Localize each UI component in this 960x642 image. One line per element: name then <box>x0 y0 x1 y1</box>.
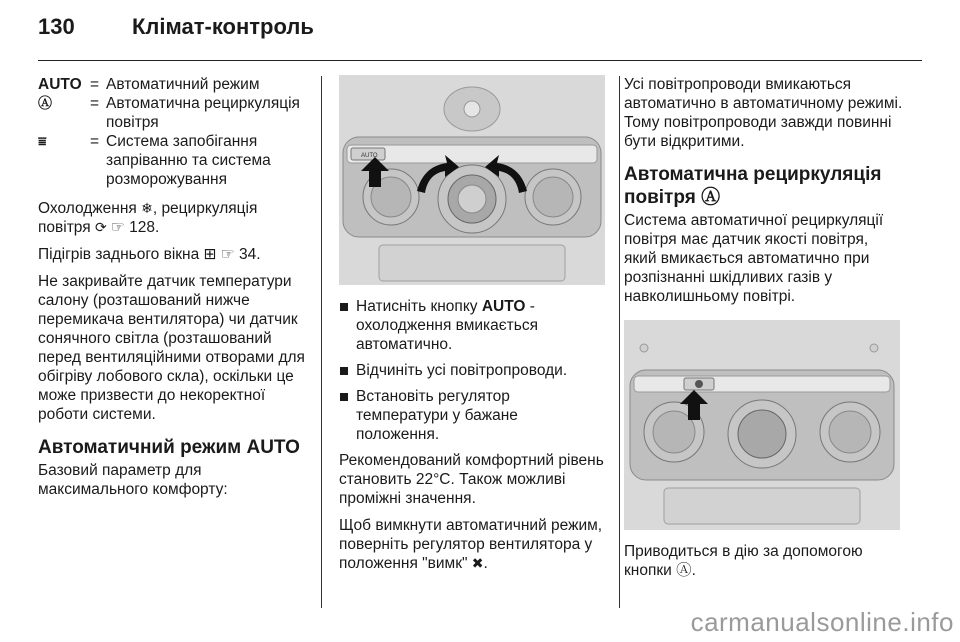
def-desc-defrost: Система запобігання запріванню та система розморожування <box>106 133 271 188</box>
climate-panel-figure-auto <box>339 75 605 285</box>
paragraph-recirc-system: Система автоматичної рециркуляції повітря має датчик якості повітря, який вмикається автоматично при розпізнанні шкідливих газів у навколишньому повітрі. <box>624 212 884 305</box>
recirculation-auto-icon: Ⓐ <box>38 95 52 111</box>
steps-list <box>339 297 605 444</box>
column-3 <box>624 75 904 588</box>
page-title: Клімат-контроль <box>132 14 314 39</box>
symbol-definitions <box>38 75 308 189</box>
auto-button-label: AUTO <box>361 153 378 159</box>
def-desc-recirc: Автоматична рециркуляція повітря <box>106 95 300 131</box>
snowflake-icon: ❄ <box>141 200 153 216</box>
column-1 <box>38 75 308 507</box>
climate-panel-figure-recirc <box>624 320 900 530</box>
fan-off-icon: ✖ <box>471 555 484 571</box>
heading-auto-recirculation: Автоматична рециркуляція повітря Ⓐ <box>624 164 882 208</box>
page-number: 130 <box>38 14 75 39</box>
def-sep: = <box>90 95 100 112</box>
paragraph-comfort-level: Рекомендований комфортний рівень становить 22°C. Також можливі проміжні значення. <box>339 452 604 507</box>
list-item: Встановіть регулятор температури у бажане положення. <box>339 387 605 444</box>
column-2 <box>339 75 605 581</box>
paragraph-sensor-warning: Не закривайте датчик температури салону (розташований нижче перемикача вентилятора) чи датчик сонячного світла (розташований перед вентиляційними отворами для обігріву лобового скла), оскільки це може призвести до некоректної роботи системи. <box>38 273 305 423</box>
climate-panel-illustration <box>339 75 605 285</box>
paragraph-rear-heat: Підігрів заднього вікна ⊞ ☞ 34. <box>38 246 261 263</box>
column-divider-2 <box>619 76 620 608</box>
defrost-icon: ⩸ <box>38 133 47 149</box>
climate-panel-illustration-2 <box>624 320 900 530</box>
heading-auto-mode: Автоматичний режим AUTO <box>38 437 300 458</box>
paragraph-turn-off: Щоб вимкнути автоматичний режим, поверніть регулятор вентилятора у положення "вимк" ✖. <box>339 517 603 572</box>
paragraph-base-setting: Базовий параметр для максимального комфорту: <box>38 462 228 498</box>
paragraph-air-ducts: Усі повітропроводи вмикаються автоматично в автоматичному режимі. Тому повітропроводи завжди повинні бути відкритими. <box>624 76 903 150</box>
page-header <box>38 14 922 48</box>
paragraph-activation: Приводиться в дію за допомогою кнопки Ⓐ. <box>624 543 863 579</box>
list-item: Відчиніть усі повітропроводи. <box>339 361 605 380</box>
column-divider-1 <box>321 76 322 608</box>
def-sep: = <box>90 133 100 150</box>
site-watermark: carmanualsonline.info <box>690 607 954 637</box>
paragraph-cooling: Охолодження ❄, рециркуляція повітря ⟳ ☞ 128. <box>38 200 258 236</box>
list-item: Натисніть кнопку AUTO - охолодження вмикається автоматично. <box>339 297 605 354</box>
header-rule <box>38 60 922 61</box>
recirculation-icon: ⟳ <box>94 219 107 235</box>
def-desc-auto: Автоматичний режим <box>106 76 260 93</box>
def-term-auto: AUTO <box>38 76 82 93</box>
auto-label: AUTO <box>481 298 526 315</box>
def-sep: = <box>90 76 100 93</box>
